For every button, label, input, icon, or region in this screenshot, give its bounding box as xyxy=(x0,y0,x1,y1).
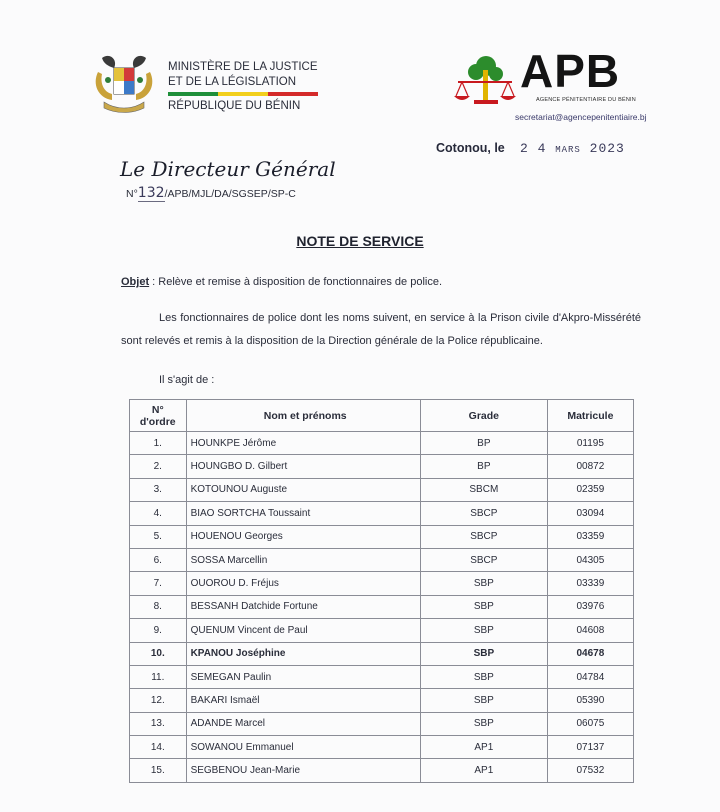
table-row: 13. ADANDE Marcel SBP 06075 xyxy=(130,712,634,735)
agency-name: AGENCE PÉNITENTIAIRE DU BÉNIN xyxy=(536,97,636,103)
header-num: N° d'ordre xyxy=(130,400,187,432)
table-row: 3. KOTOUNOU Auguste SBCM 02359 xyxy=(130,478,634,501)
reference-number xyxy=(126,185,296,201)
reference-prefix: N° xyxy=(126,188,138,200)
republic-name: RÉPUBLIQUE DU BÉNIN xyxy=(168,100,301,112)
table-row: 9. QUENUM Vincent de Paul SBP 04608 xyxy=(130,619,634,642)
ministry-name: MINISTÈRE DE LA JUSTICE xyxy=(168,61,318,73)
table-row: 2. HOUNGBO D. Gilbert BP 00872 xyxy=(130,455,634,478)
header-grade: Grade xyxy=(420,400,547,432)
header-name: Nom et prénoms xyxy=(186,400,420,432)
flag-stripe xyxy=(168,92,318,96)
objet-label: Objet xyxy=(121,276,150,288)
table-row: 1. HOUNKPE Jérôme BP 01195 xyxy=(130,432,634,455)
officers-table xyxy=(129,399,634,783)
reference-suffix: /APB/MJL/DA/SGSEP/SP-C xyxy=(164,188,296,200)
table-row: 11. SEMEGAN Paulin SBP 04784 xyxy=(130,665,634,688)
table-row: 4. BIAO SORTCHA Toussaint SBCP 03094 xyxy=(130,502,634,525)
date-stamp xyxy=(520,141,625,156)
date-year: 2023 xyxy=(589,141,625,156)
table-row: 6. SOSSA Marcellin SBCP 04305 xyxy=(130,548,634,571)
apb-scales-logo-icon xyxy=(452,52,516,110)
objet-line xyxy=(121,276,442,288)
place-label: Cotonou, le xyxy=(436,141,505,155)
table-header-row xyxy=(130,400,634,432)
date-month: MARS xyxy=(555,145,581,155)
objet-text: : Relève et remise à disposition de fonctionnaires de police. xyxy=(149,276,443,288)
director-title: Le Directeur Général xyxy=(120,157,336,181)
agency-email: secretariat@agencepenitentiaire.bj xyxy=(515,112,647,122)
header-matricule: Matricule xyxy=(547,400,633,432)
reference-number-value: 132 xyxy=(137,185,165,201)
table-row: 15. SEGBENOU Jean-Marie AP1 07532 xyxy=(130,759,634,782)
table-body xyxy=(130,432,634,783)
table-row: 7. OUOROU D. Fréjus SBP 03339 xyxy=(130,572,634,595)
coat-of-arms-icon xyxy=(88,50,160,122)
ministry-subtitle: ET DE LA LÉGISLATION xyxy=(168,76,297,88)
table-row-highlighted: 10. KPANOU Joséphine SBP 04678 xyxy=(130,642,634,665)
note-title: NOTE DE SERVICE xyxy=(296,233,424,249)
ministry-block xyxy=(168,60,318,114)
intro-line: Il s'agit de : xyxy=(159,374,215,386)
agency-acronym: APB xyxy=(520,45,621,97)
table-row: 8. BESSANH Datchide Fortune SBP 03976 xyxy=(130,595,634,618)
table-row: 14. SOWANOU Emmanuel AP1 07137 xyxy=(130,736,634,759)
table-row: 12. BAKARI Ismaël SBP 05390 xyxy=(130,689,634,712)
table-row: 5. HOUENOU Georges SBCP 03359 xyxy=(130,525,634,548)
date-day: 2 4 xyxy=(520,141,547,156)
body-paragraph: Les fonctionnaires de police dont les noms suivent, en service à la Prison civile d'Akpro-Missérété sont relevés et remis à la disposition de la Direction générale de la Police républicaine. xyxy=(121,312,641,347)
